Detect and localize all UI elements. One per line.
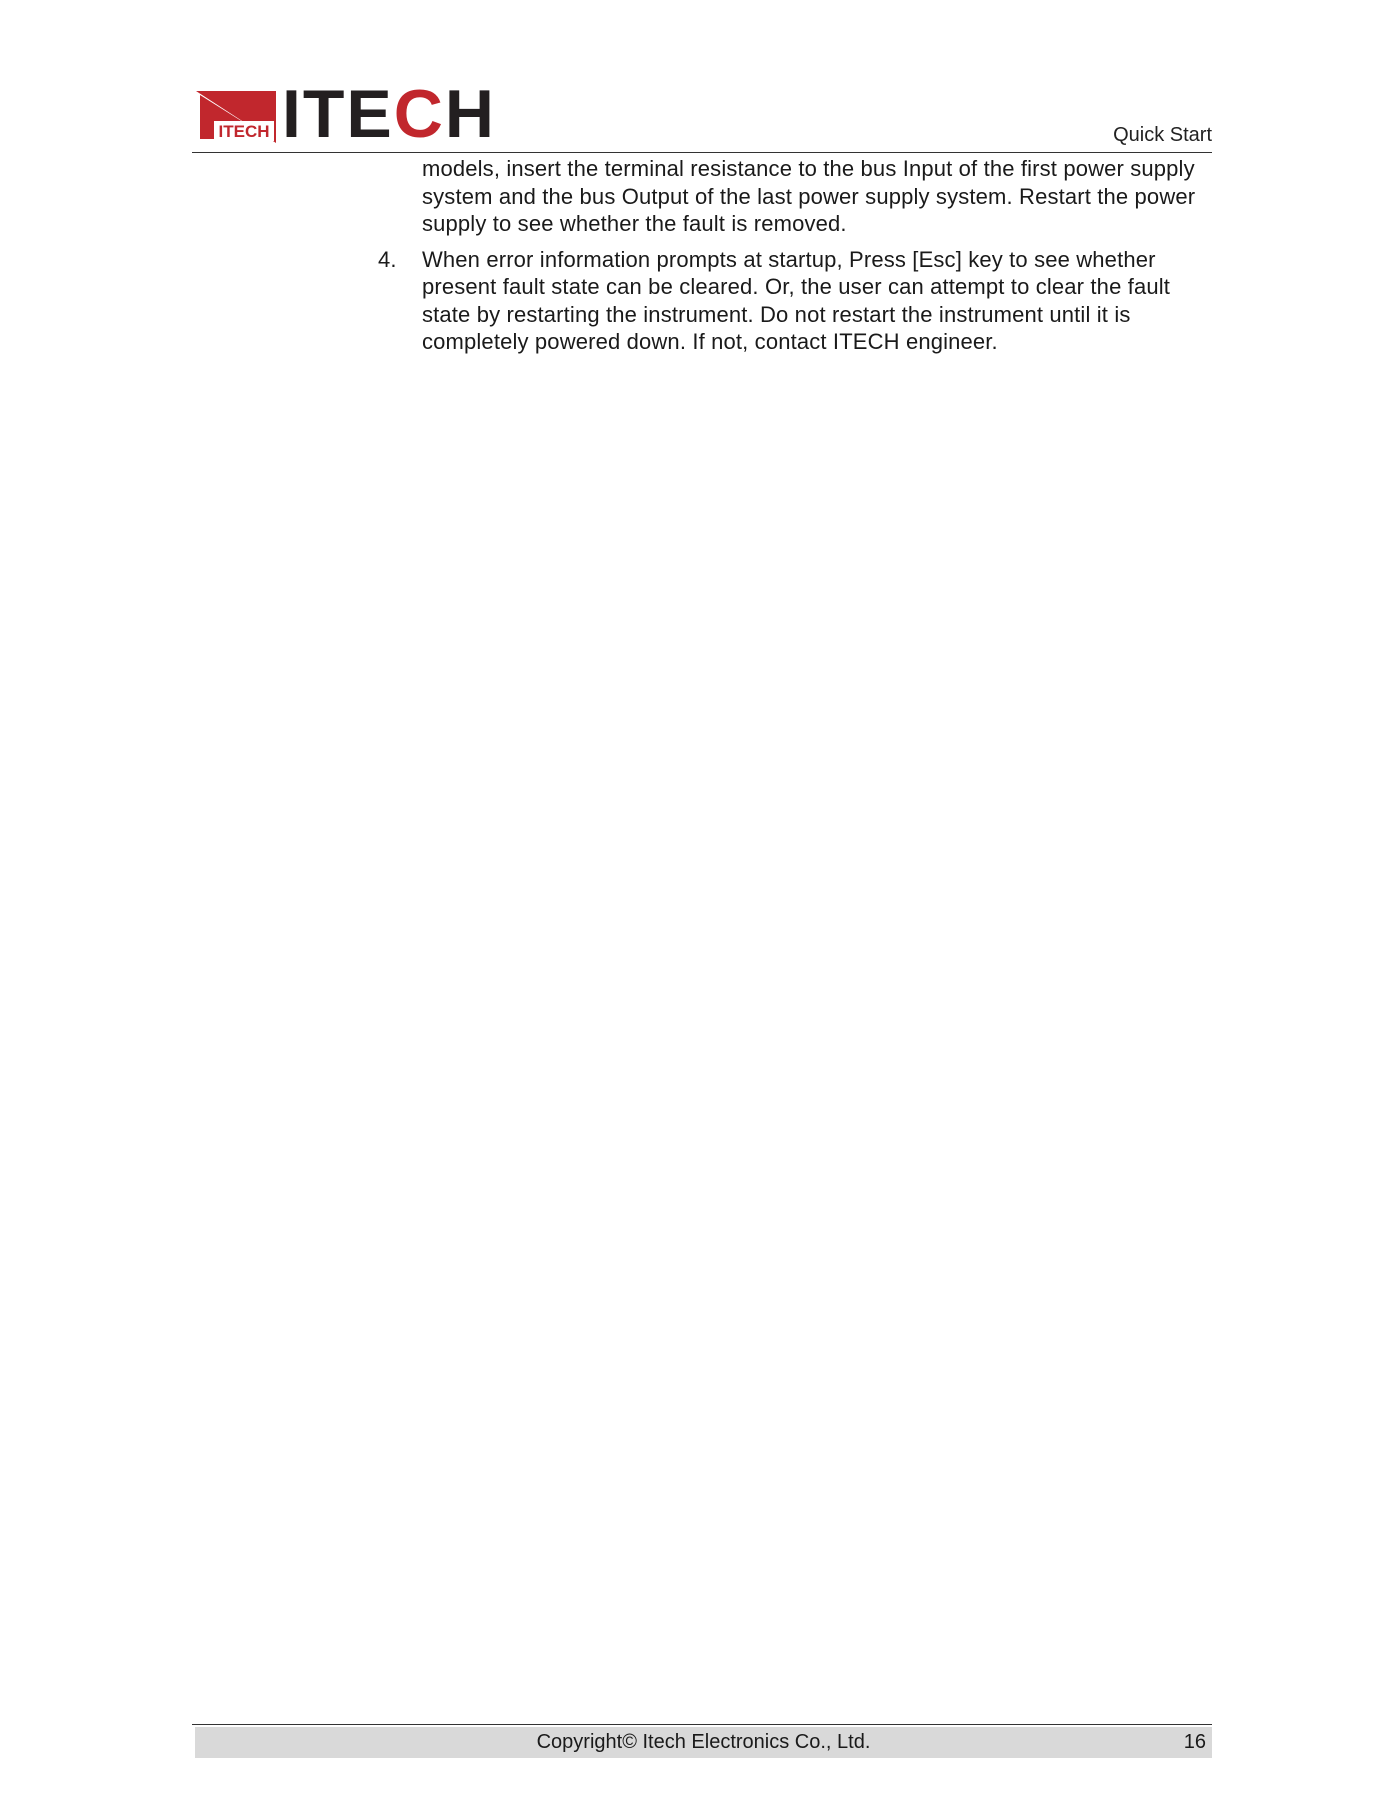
list-item-text: When error information prompts at startup, Press [Esc] key to see whether present fault state can be cleared. Or, the user can attempt to clear the fault state by restarting the instrument. Do not restart the instrument until it is completely powered down. If not, contact ITECH engineer. bbox=[422, 246, 1171, 354]
logo-wordmark-c: C bbox=[393, 76, 445, 152]
header-section-title: Quick Start bbox=[1113, 124, 1212, 146]
page-header bbox=[192, 76, 1212, 152]
continuation-text: models, insert the terminal resistance to the bus Input of the first power supply system and the bus Output of the last power supply system. Restart the power supply to see whether the fault is removed. bbox=[422, 156, 1196, 236]
page-footer bbox=[195, 1727, 1212, 1758]
itech-logo-icon bbox=[196, 91, 276, 143]
itech-logo bbox=[192, 76, 497, 152]
logo-wordmark-part-2: H bbox=[444, 76, 497, 152]
continuation-paragraph bbox=[372, 155, 1212, 238]
footer-divider bbox=[192, 1724, 1212, 1725]
footer-copyright: Copyright© Itech Electronics Co., Ltd. bbox=[536, 1731, 871, 1753]
list-item bbox=[372, 246, 1212, 356]
logo-small-text: ITECH bbox=[218, 122, 270, 141]
header-divider bbox=[192, 152, 1212, 153]
logo-wordmark-part-1: ITE bbox=[282, 76, 394, 152]
list-item-number: 4. bbox=[378, 246, 397, 272]
logo-wordmark bbox=[282, 76, 497, 152]
footer-page-number: 16 bbox=[1183, 1731, 1206, 1753]
page-content bbox=[372, 155, 1212, 364]
